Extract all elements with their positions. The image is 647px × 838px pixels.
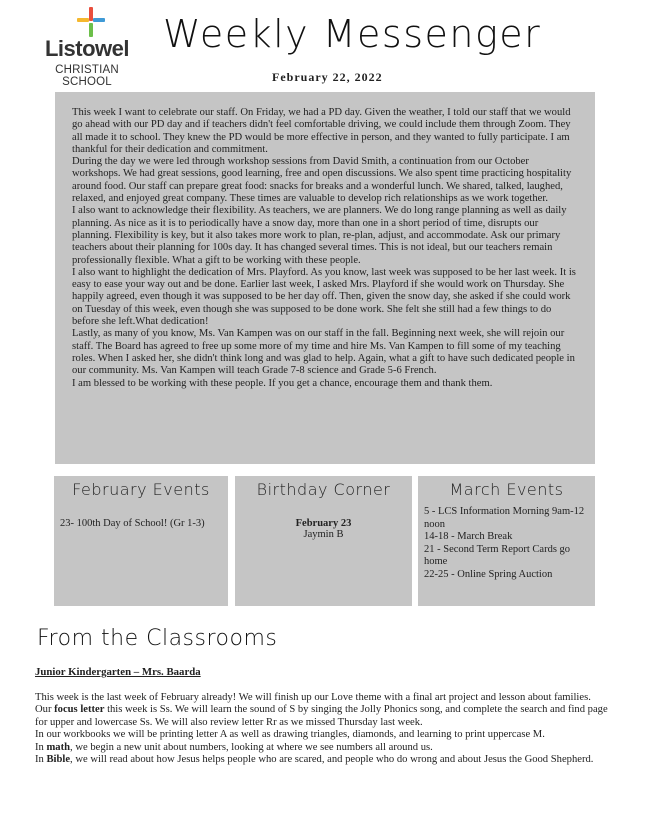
letter-paragraph: During the day we were led through workshop sessions from David Smith, a continuation from our October workshops. We had great sessions, good learning, free and open discussions. We also spent time practicing hospitality around food. Our staff can prepare great food: snacks for breaks and a wonderful lunch. We shared, talked, laughed, relaxed, and enjoyed great company. These times are valuable to develop rich relationships as we work together. — [72, 156, 572, 205]
march-event-item: 14-18 - March Break — [424, 531, 513, 542]
math-text: , we begin a new unit about numbers, looking at where we see numbers all around us. — [70, 741, 433, 753]
march-event-item: 22-25 - Online Spring Auction — [424, 568, 553, 580]
principal-letter — [55, 92, 595, 464]
math-paragraph — [35, 742, 610, 754]
logo-subtitle: CHRISTIAN SCHOOL — [55, 64, 119, 88]
birthday-corner-heading: Birthday Corner — [256, 480, 391, 499]
february-events-box — [54, 476, 228, 606]
letter-paragraph: This week I want to celebrate our staff. On Friday, we had a PD day. Given the weather, I told our staff that we would go ahead with our PD day and if teachers didn't feel comfortable driving, we could include them through Zoom. They all made it to school. They knew the PD would be more effective in person, and they wanted to fully participate. I am thankful for their dedication and commitment. — [72, 107, 571, 155]
letter-paragraph: I also want to acknowledge their flexibility. As teachers, we are planners. We do long range planning as well as daily planning. As nice as it is to periodically have a snow day, more than one in a short period of time, disrupts our planning. Flexibility is key, but it also takes more work to plan, re-plan, adjust, and accommodate. Ask our primary teachers about their planning for 100s day. It has changed several times. This is not ideal, but our teachers remain professionally flexible. What a gift to be working with these people. — [72, 205, 567, 266]
bible-label: Bible — [46, 754, 71, 766]
newsletter-date: February 22, 2022 — [272, 70, 383, 84]
focus-label: focus letter — [54, 704, 105, 716]
birthday-date: February 23 — [295, 518, 352, 529]
letter-paragraph: I am blessed to be working with these people. If you get a chance, encourage them and thank them. — [72, 377, 493, 389]
letter-paragraph: Lastly, as many of you know, Ms. Van Kampen was on our staff in the fall. Beginning next week, she will rejoin our staff. The Board has agreed to free up some more of my time and hire Ms. Van Kampen to fill some of my teaching roles. When I asked her, she didn't think long and was glad to help. Again, what a gift to have such dedicated people in our community. Ms. Van Kampen will teach Grade 7-8 science and Grade 5-6 French. — [72, 328, 575, 377]
march-events-box — [418, 476, 595, 606]
class-title: Junior Kindergarten – Mrs. Baarda — [35, 666, 201, 678]
newsletter-title: Weekly Messenger — [163, 12, 542, 56]
march-event-item: 5 - LCS Information Morning 9am-12 noon — [424, 506, 585, 530]
logo-name: Listowel — [44, 36, 129, 61]
focus-text: this week is Ss. We will learn the sound of S by singing the Jolly Phonics song, and complete the search and find page for upper and lowercase Ss. We will also review letter Rr as we missed Thursday last week. — [35, 704, 608, 728]
february-event-item: 23- 100th Day of School! (Gr 1-3) — [60, 518, 205, 529]
class-intro: This week is the last week of February already! We will finish up our Love theme with a final art project and lesson about families. — [35, 692, 591, 703]
february-events-heading: February Events — [72, 480, 210, 499]
classrooms-heading: From the Classrooms — [37, 626, 278, 651]
bible-text: , we will read about how Jesus helps people who are scared, and people who do wrong and about Jesus the Good Shepherd. — [70, 754, 594, 766]
march-events-heading: March Events — [449, 480, 564, 499]
march-event-item: 21 - Second Term Report Cards go home — [424, 543, 571, 567]
bible-paragraph — [35, 754, 610, 766]
workbooks-paragraph: In our workbooks we will be printing letter A as well as drawing triangles, diamonds, and learning to print uppercase M. — [35, 729, 545, 741]
letter-paragraph: I also want to highlight the dedication of Mrs. Playford. As you know, last week was supposed to be her last week. It is easy to ease your way out and be done. Earlier last week, I asked Mrs. Playford if she would work on Thursday. She happily agreed, even though it was supposed to be her day off. Then, given the snow day, she asked if she could work on Tuesday of this week, even though she was supposed to be done work. She felt she still had a few things to do before she left.What dedication! — [72, 266, 576, 328]
birthday-corner-box — [235, 476, 412, 606]
class-update — [35, 692, 610, 766]
math-prefix: In — [35, 741, 47, 753]
bible-prefix: In — [35, 754, 47, 766]
march-events-list — [424, 506, 595, 581]
focus-letter-paragraph — [35, 704, 610, 729]
math-label: math — [46, 741, 71, 753]
focus-prefix: Our — [35, 704, 55, 716]
birthday-name: Jaymin B — [303, 529, 344, 540]
school-logo — [31, 6, 143, 88]
cross-logo-icon — [75, 6, 107, 38]
